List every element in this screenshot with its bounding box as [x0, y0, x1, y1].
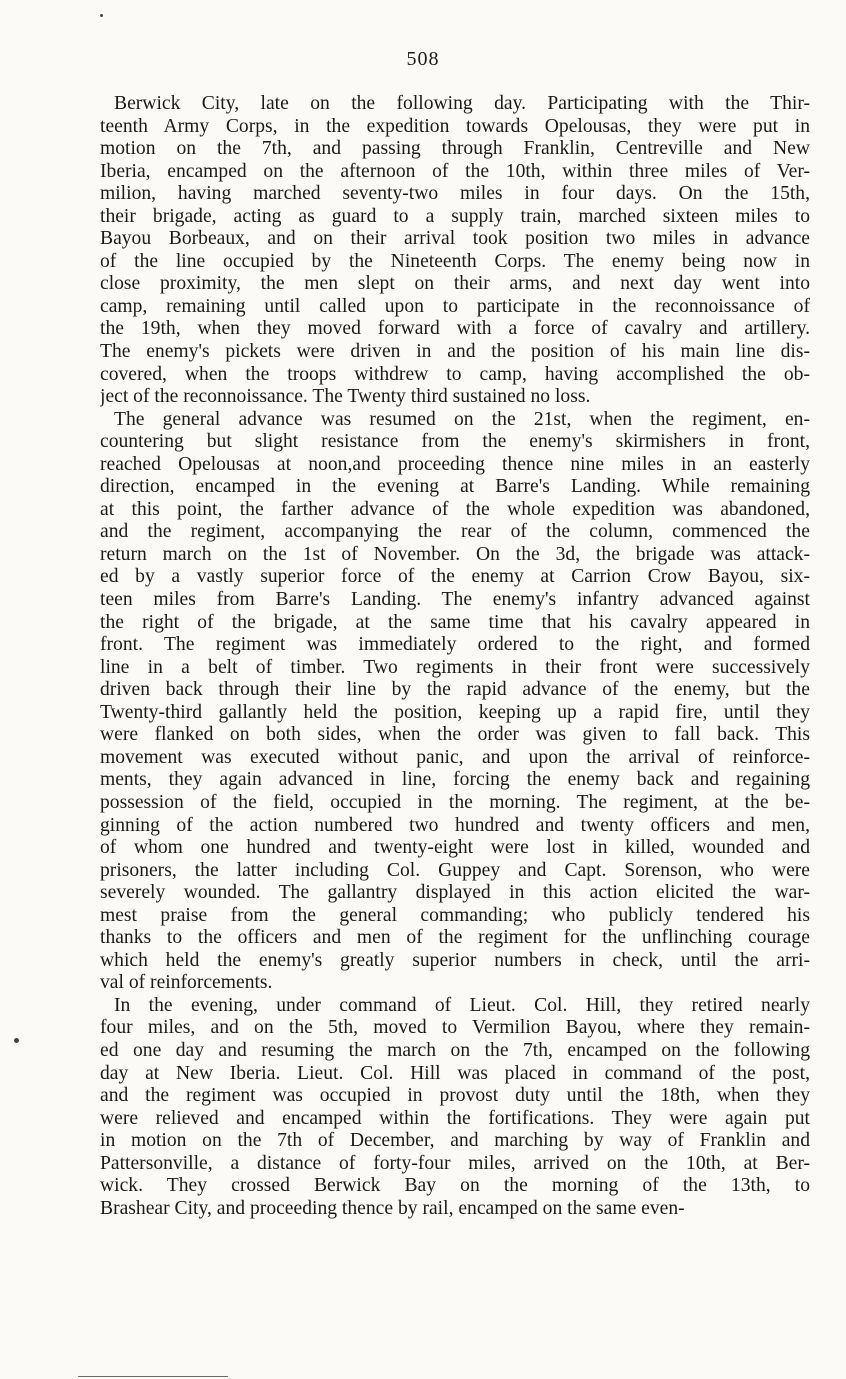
text-line: val of reinforcements.: [100, 972, 273, 994]
footer-rule: [78, 1376, 228, 1377]
text-line: ed one day and resuming the march on the 7th, encamped on the following: [100, 1039, 810, 1061]
text-line: of the line occupied by the Nineteenth Corps. The enemy being now in: [100, 250, 810, 272]
text-line: driven back through their line by the rapid advance of the enemy, but the: [100, 679, 810, 701]
text-line: the right of the brigade, at the same time that his cavalry appeared in: [100, 611, 810, 633]
text-line: direction, encamped in the evening at Barre's Landing. While remaining: [100, 476, 810, 498]
text-line: Brashear City, and proceeding thence by rail, encamped on the same even-: [100, 1197, 685, 1219]
text-line: day at New Iberia. Lieut. Col. Hill was placed in command of the post,: [100, 1062, 810, 1084]
text-line: at this point, the farther advance of the whole expedition was abandoned,: [100, 498, 810, 520]
text-line: teen miles from Barre's Landing. The enemy's infantry advanced against: [100, 589, 810, 611]
text-line: Twenty-third gallantly held the position, keeping up a rapid fire, until they: [100, 701, 810, 723]
text-line: were relieved and encamped within the fortifications. They were again put: [100, 1107, 810, 1129]
text-line: wick. They crossed Berwick Bay on the morning of the 13th, to: [100, 1175, 810, 1197]
text-line: Berwick City, late on the following day. Participating with the Thir-: [114, 93, 810, 114]
text-line: The general advance was resumed on the 21st, when the regiment, en-: [114, 408, 810, 430]
text-line: the 19th, when they moved forward with a force of cavalry and artillery.: [100, 318, 810, 340]
text-line: milion, having marched seventy-two miles in four days. On the 15th,: [100, 183, 810, 205]
text-line: Iberia, encamped on the afternoon of the 10th, within three miles of Ver-: [100, 160, 810, 182]
text-line: camp, remaining until called upon to participate in the reconnoissance of: [100, 295, 810, 317]
text-line: prisoners, the latter including Col. Guppey and Capt. Sorenson, who were: [100, 859, 810, 881]
text-line: possession of the field, occupied in the morning. The regiment, at the be-: [100, 791, 810, 813]
text-line: ginning of the action numbered two hundred and twenty officers and men,: [100, 814, 810, 836]
text-line: close proximity, the men slept on their arms, and next day went into: [100, 273, 810, 295]
text-line: motion on the 7th, and passing through Franklin, Centreville and New: [100, 138, 810, 160]
text-line: Pattersonville, a distance of forty-four miles, arrived on the 10th, at Ber-: [100, 1152, 810, 1174]
body-text: [100, 93, 810, 1220]
margin-speck: [14, 1038, 19, 1043]
text-line: in motion on the 7th of December, and marching by way of Franklin and: [100, 1130, 810, 1152]
text-line: reached Opelousas at noon,and proceeding thence nine miles in an easterly: [100, 453, 810, 475]
text-line: and the regiment, accompanying the rear of the column, commenced the: [100, 521, 810, 543]
text-line: their brigade, acting as guard to a supply train, marched sixteen miles to: [100, 205, 810, 227]
text-line: ments, they again advanced in line, forcing the enemy back and regaining: [100, 769, 810, 791]
text-line: The enemy's pickets were driven in and the position of his main line dis-: [100, 341, 810, 363]
text-line: thanks to the officers and men of the regiment for the unflinching courage: [100, 927, 810, 949]
text-line: Bayou Borbeaux, and on their arrival took position two miles in advance: [100, 228, 810, 250]
text-line: were flanked on both sides, when the order was given to fall back. This: [100, 724, 810, 746]
text-line: of whom one hundred and twenty-eight were lost in killed, wounded and: [100, 837, 810, 859]
paragraph: [100, 995, 810, 1220]
text-line: which held the enemy's greatly superior numbers in check, until the arri-: [100, 949, 810, 971]
text-line: and the regiment was occupied in provost duty until the 18th, when they: [100, 1085, 810, 1107]
text-line: line in a belt of timber. Two regiments in their front were successively: [100, 656, 810, 678]
text-line: four miles, and on the 5th, moved to Vermilion Bayou, where they remain-: [100, 1017, 810, 1039]
text-line: movement was executed without panic, and upon the arrival of reinforce-: [100, 746, 810, 768]
text-line: severely wounded. The gallantry displayed in this action elicited the war-: [100, 882, 810, 904]
text-line: front. The regiment was immediately ordered to the right, and formed: [100, 634, 810, 656]
page-number: 508: [406, 48, 440, 70]
text-line: ject of the reconnoissance. The Twenty third sustained no loss.: [100, 386, 591, 408]
text-line: mest praise from the general commanding; who publicly tendered his: [100, 904, 810, 926]
paragraph: [100, 409, 810, 995]
text-line: countering but slight resistance from the enemy's skirmishers in front,: [100, 431, 810, 453]
paragraph: [100, 93, 810, 409]
text-line: covered, when the troops withdrew to camp, having accomplished the ob-: [100, 363, 810, 385]
text-line: ed by a vastly superior force of the enemy at Carrion Crow Bayou, six-: [100, 566, 810, 588]
text-line: return march on the 1st of November. On the 3d, the brigade was attack-: [100, 543, 810, 565]
text-line: teenth Army Corps, in the expedition towards Opelousas, they were put in: [100, 115, 810, 137]
margin-speck: [100, 14, 103, 17]
text-line: In the evening, under command of Lieut. Col. Hill, they retired nearly: [114, 994, 810, 1016]
